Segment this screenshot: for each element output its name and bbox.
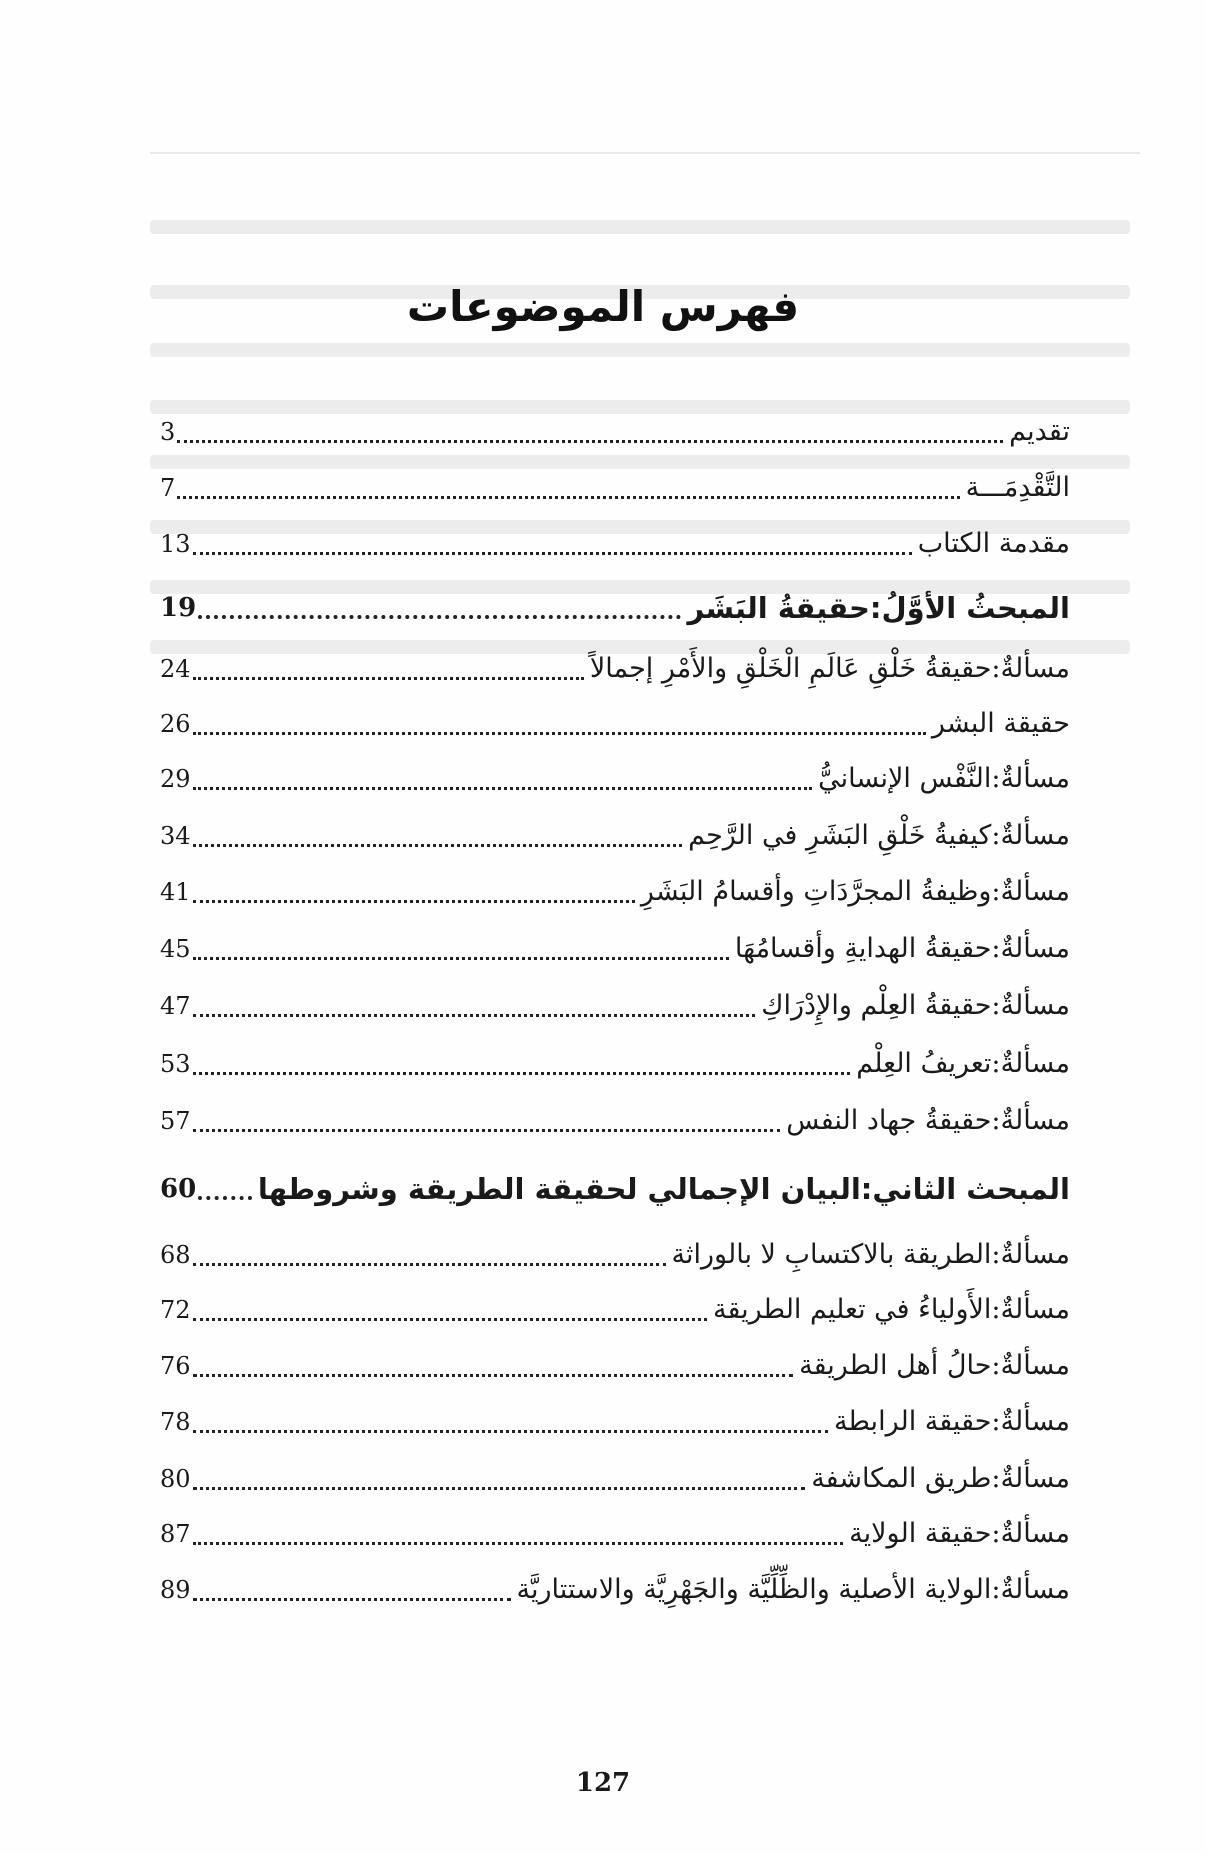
toc-entry-title: حقيقة الولاية <box>849 1518 992 1549</box>
toc-page-number: 57 <box>160 1107 191 1135</box>
dot-leader <box>198 1196 252 1200</box>
dot-leader <box>193 1598 511 1601</box>
dot-leader <box>193 677 584 680</box>
toc-page-number: 53 <box>160 1050 191 1078</box>
toc-entry-title: حقيقةُ البَشَر <box>687 591 870 625</box>
toc-page-number: 68 <box>160 1241 191 1269</box>
toc-entry-prefix: مسألةٌ: <box>991 1048 1070 1079</box>
dot-leader <box>198 615 681 619</box>
toc-entry[interactable] <box>160 1225 1070 1275</box>
toc-entry[interactable] <box>160 919 1070 969</box>
toc-entry-title: حالُ أهل الطريقة <box>799 1350 992 1381</box>
dot-leader <box>177 496 959 499</box>
toc-page-number: 19 <box>160 593 197 623</box>
toc-entry-prefix: المبحثُ الأوَّلُ: <box>869 591 1070 625</box>
toc-entry[interactable] <box>160 806 1070 856</box>
toc-entry-title: حقيقةُ الهدايةِ وأقسامُهَا <box>734 933 992 964</box>
toc-page-number: 7 <box>160 474 176 502</box>
ghost-rule <box>150 152 1140 154</box>
toc-entry-title: تقديم <box>1009 416 1070 447</box>
toc-page-number: 45 <box>160 935 191 963</box>
toc-entry[interactable] <box>160 458 1070 508</box>
toc-entry[interactable] <box>160 1449 1070 1499</box>
toc-page-number: 76 <box>160 1352 191 1380</box>
toc-entry[interactable] <box>160 1560 1070 1610</box>
toc-page-number: 72 <box>160 1296 191 1324</box>
page-title: فهرس الموضوعات <box>406 282 800 331</box>
toc-entry[interactable] <box>160 402 1070 452</box>
toc-entry[interactable] <box>160 1034 1070 1084</box>
toc-entry-title: الطريقة بالاكتسابِ لا بالوراثة <box>671 1239 992 1270</box>
toc-page-number: 87 <box>160 1520 191 1548</box>
toc-entry-prefix: مسألةٌ: <box>991 1105 1070 1136</box>
dot-leader <box>193 1014 756 1017</box>
ghost-line <box>150 343 1130 357</box>
toc-page-number: 24 <box>160 655 191 683</box>
dot-leader <box>193 1542 844 1545</box>
dot-leader <box>193 900 635 903</box>
toc-entry-prefix: مسألةٌ: <box>991 1518 1070 1549</box>
toc-page-number: 41 <box>160 878 191 906</box>
toc-entry-title: النَّفْس الإنسانيُّ <box>818 763 992 794</box>
toc-page-number: 89 <box>160 1576 191 1604</box>
toc-page-number: 26 <box>160 710 191 738</box>
toc-page-number: 78 <box>160 1408 191 1436</box>
dot-leader <box>193 552 912 555</box>
toc-entry[interactable] <box>160 1504 1070 1554</box>
toc-entry-prefix: مسألةٌ: <box>991 1574 1070 1605</box>
ghost-line <box>150 220 1130 234</box>
toc-entry-prefix: مسألةٌ: <box>991 1463 1070 1494</box>
toc-page-number: 13 <box>160 530 191 558</box>
toc-entry[interactable] <box>160 749 1070 799</box>
dot-leader <box>193 1374 794 1377</box>
toc-entry-title: تعريفُ العِلْم <box>856 1048 992 1079</box>
toc-entry-title: الأَولياءُ في تعليم الطريقة <box>713 1294 992 1325</box>
toc-entry[interactable] <box>160 862 1070 912</box>
toc-entry[interactable] <box>160 639 1070 689</box>
toc-entry-title: كيفيةُ خَلْقِ البَشَرِ في الرَّحِم <box>688 820 992 851</box>
toc-entry-prefix: المبحث الثاني: <box>860 1172 1070 1206</box>
toc-entry-title: حقيقةُ العِلْم والإِدْرَاكِ <box>761 990 992 1021</box>
toc-entry-title: وظيفةُ المجرَّدَاتِ وأقسامُ البَشَرِ <box>640 876 992 907</box>
dot-leader <box>193 1430 828 1433</box>
toc-entry-prefix: مسألةٌ: <box>991 1406 1070 1437</box>
toc-entry-prefix: مسألةٌ: <box>991 990 1070 1021</box>
toc-entry-title: حقيقة الرابطة <box>833 1406 992 1437</box>
page-number: 127 <box>575 1768 631 1798</box>
dot-leader <box>193 1318 707 1321</box>
toc-entry[interactable] <box>160 976 1070 1026</box>
toc-entry-prefix: مسألةٌ: <box>991 876 1070 907</box>
dot-leader <box>193 787 813 790</box>
toc-page-number: 60 <box>160 1174 197 1204</box>
toc-entry[interactable] <box>160 1336 1070 1386</box>
toc-entry[interactable] <box>160 514 1070 564</box>
toc-entry-title: البيان الإجمالي لحقيقة الطريقة وشروطها <box>257 1172 861 1206</box>
toc-entry-title: حقيقة البشر <box>931 708 1070 739</box>
toc-section-heading[interactable] <box>160 578 1070 628</box>
toc-entry-title: حقيقةُ جهاد النفس <box>786 1105 992 1136</box>
toc-page-number: 80 <box>160 1465 191 1493</box>
toc-entry-title: التَّقْدِمَـــة <box>965 472 1070 503</box>
toc-entry-prefix: مسألةٌ: <box>991 1294 1070 1325</box>
toc-page-number: 29 <box>160 765 191 793</box>
toc-entry-title: مقدمة الكتاب <box>917 528 1070 559</box>
toc-entry[interactable] <box>160 1280 1070 1330</box>
dot-leader <box>193 1129 781 1132</box>
dot-leader <box>193 1487 806 1490</box>
toc-entry[interactable] <box>160 694 1070 744</box>
toc-entry[interactable] <box>160 1091 1070 1141</box>
toc-entry[interactable] <box>160 1392 1070 1442</box>
dot-leader <box>193 1263 666 1266</box>
toc-entry-prefix: مسألةٌ: <box>991 653 1070 684</box>
dot-leader <box>193 1072 851 1075</box>
dot-leader <box>177 440 1003 443</box>
toc-entry-title: طريق المكاشفة <box>811 1463 992 1494</box>
toc-page-number: 3 <box>160 418 176 446</box>
toc-page-number: 34 <box>160 822 191 850</box>
toc-entry-prefix: مسألةٌ: <box>991 933 1070 964</box>
toc-section-heading[interactable] <box>160 1159 1070 1209</box>
toc-entry-title: حقيقةُ خَلْقِ عَالَمِ الْخَلْقِ والأَمْرِ إجمالاً <box>589 653 992 684</box>
dot-leader <box>193 844 683 847</box>
toc-entry-prefix: مسألةٌ: <box>991 820 1070 851</box>
dot-leader <box>193 957 729 960</box>
toc-entry-prefix: مسألةٌ: <box>991 763 1070 794</box>
toc-entry-prefix: مسألةٌ: <box>991 1239 1070 1270</box>
toc-entry-prefix: مسألةٌ: <box>991 1350 1070 1381</box>
toc-entry-title: الولاية الأصلية والظِّلِّيَّة والجَهْرِيَّة والاستتاريَّة <box>516 1574 992 1605</box>
dot-leader <box>193 732 926 735</box>
toc-page-number: 47 <box>160 992 191 1020</box>
